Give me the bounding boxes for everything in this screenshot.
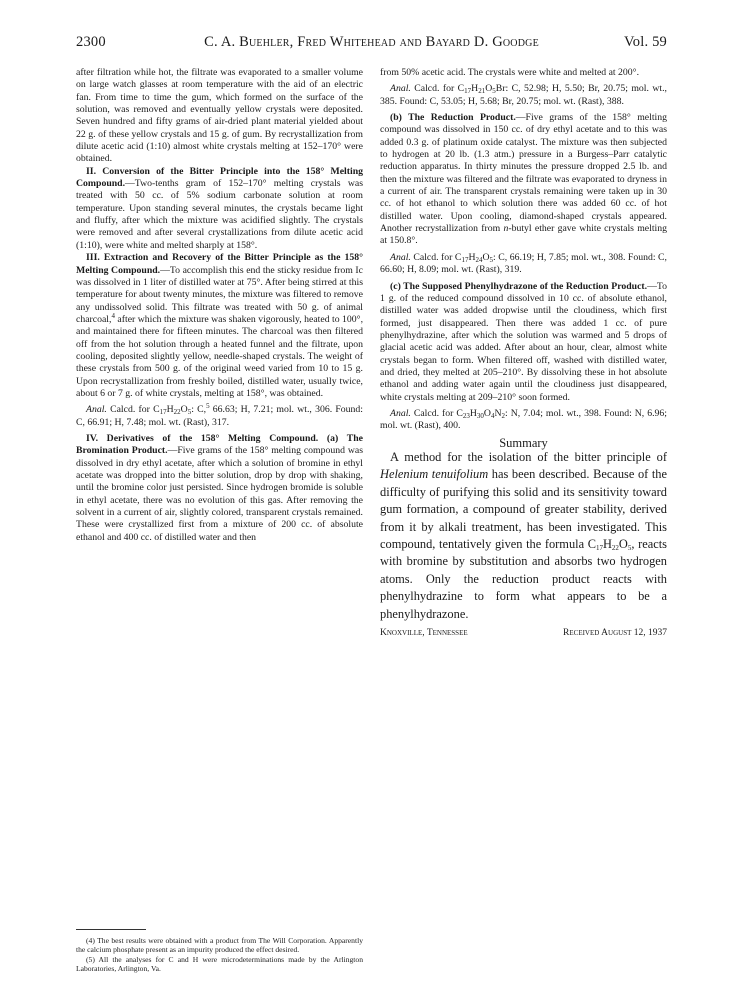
subscript: 24 [475, 255, 483, 264]
anal-text: N [494, 407, 502, 419]
volume-label: Vol. 59 [623, 34, 667, 50]
anal-text: : C, [191, 404, 207, 416]
anal-text: : C, 66.19; H, 7.85; mol. wt., 308. Found: C, 66.60; H, 8.09; mol. wt. (Rast), 319. [380, 251, 667, 276]
section-b [380, 112, 667, 248]
analysis-2 [380, 83, 667, 108]
subscript: 22 [611, 544, 619, 552]
subscript: 22 [173, 408, 181, 417]
anal-label: Anal. [86, 404, 107, 416]
analysis-1 [76, 404, 363, 429]
summary-text: has been described. Because of the difficulty of purifying this solid and its sensitivity toward gum formation, a compound of greater stability, derived from it by alkali treatment, has been investigated. This compound, tentatively given the formula C [380, 467, 667, 551]
subscript: 4 [490, 411, 495, 420]
anal-text: H [468, 251, 476, 263]
anal-label: Anal. [390, 251, 411, 263]
subscript: 2 [501, 411, 505, 420]
received-line [380, 627, 667, 639]
anal-text: O [483, 407, 491, 419]
anal-text: Calcd. for C [410, 83, 465, 95]
section-IV-heading: IV. Derivatives of the 158° Melting Compound. (a) The Bromination Product. [76, 432, 363, 457]
section-III-text-b: after which the mixture was shaken vigorously, heated to 100°, and maintained there for fifteen minutes. The charcoal was then filtered off from the hot solution through a heated funnel and the filtrate, upon cooling, deposited slightly yellow, needle-shaped crystals. The weight of these crystals from 500 g. of the original weed varied from 10 to 15 g. Upon recrystallization from freshly boiled, distilled water, usually twice, about 6 or 7 g. of white crystals, melting at 158°, was obtained. [76, 313, 364, 399]
section-II-heading: II. Conversion of the Bitter Principle into the 158° Melting Compound. [76, 165, 363, 190]
page-header [76, 34, 667, 52]
section-III-text-a: —To accomplish this end the sticky residue from Ic was dissolved in 1 liter of distilled water at 75°. After being stirred at this temperature for about twenty minutes, the mixture was filtered to remove any undissolved solid. This filtrate was treated with 50 g. of animal charcoal, [76, 264, 363, 325]
subscript: 5 [492, 87, 496, 96]
left-column [76, 67, 363, 544]
anal-text: : N, 7.04; mol. wt., 398. Found: N, 6.96; mol. wt. (Rast), 400. [380, 407, 667, 432]
anal-text: H [471, 83, 479, 95]
anal-text: O [180, 404, 188, 416]
summary-paragraph [380, 449, 667, 623]
footnote-rule [76, 929, 146, 930]
anal-text: H [166, 404, 174, 416]
summary-text: H [602, 537, 612, 551]
anal-text: H [469, 407, 477, 419]
subscript: 5 [489, 255, 494, 264]
subscript: 17 [159, 408, 167, 417]
analysis-4 [380, 408, 667, 433]
anal-text: Calcd. for C [106, 404, 160, 416]
n-prefix: n [503, 223, 509, 235]
anal-text: O [485, 83, 493, 95]
section-c [380, 281, 667, 404]
section-c-text: —To 1 g. of the reduced compound dissolved in 10 cc. of absolute ethanol, distilled water was added dropwise until the cloudiness, which first formed, just disappeared. Then there was added 1 cc. of pure phenylhydrazine, after which the solution was warmed and 5 drops of glacial acetic acid was added. After about an hour, clear, almost white crystals began to form. When filtered off, washed with distilled water, and dried, they melted at 205–210°. By dissolving these in hot absolute ethanol and adding water again until the cloudiness just disappeared, white crystals melting at 209–210° soon formed. [380, 280, 667, 403]
paragraph-continued: from 50% acetic acid. The crystals were white and melted at 200°. [380, 67, 640, 78]
location: Knoxville, Tennessee [380, 628, 468, 639]
subscript: 30 [476, 411, 484, 420]
subscript: 17 [464, 87, 472, 96]
right-column [380, 67, 667, 639]
anal-text: 66.63; H, 7.21; mol. wt., 306. Found: C, 66.91; H, 7.48; mol. wt. (Rast), 317. [76, 404, 363, 428]
summary-heading: Summary [499, 435, 548, 450]
anal-text: Calcd. for C [410, 251, 462, 263]
section-II-text: —Two-tenths gram of 152–170° melting crystals was treated with 50 cc. of 5% sodium carbonate solution at room temperature. Upon standing several minutes, the crystals became light and fluffy, after which the mixture was acidified slightly. The crystals were removed and after several crystallizations from dilute acetic acid (1:10), were white and melted sharply at 158°. [76, 178, 363, 251]
footnote-ref-5: 5 [206, 402, 210, 411]
anal-label: Anal. [390, 83, 411, 95]
subscript: 17 [461, 255, 469, 264]
summary-text: O [618, 537, 628, 551]
section-b-text: —Five grams of the 158° melting compound was dissolved in 150 cc. of dry ethyl acetate and to this was added 0.3 g. of platinum oxide catalyst. The mixture was then subjected to hydrogen at 20 lb. (1.3 atm.) pressure in a Burgess–Parr catalytic reduction apparatus. In thirty minutes the pressure dropped 2.5 lb. and then the mixture was filtered and the filtrate was evaporated to dryness in a current of air. The transparent crystals remaining were taken up in 30 cc. of hot ethanol to which solution there was added 60 cc. of hot distilled water. Upon cooling, diamond-shaped crystals appeared. Another recrystallization from [380, 112, 667, 235]
subscript: 17 [595, 544, 603, 552]
paragraph-continued: after filtration while hot, the filtrate was evaporated to a smaller volume on large watch glasses at room temperature with the aid of an electric fan. From time to time the gum, which formed on the surface of the solution, was removed and eventually yellow crystals were deposited. Seven hundred and fifty grams of air-dried plant material yielded about 22 g. of these yellow crystals and 15 g. of gum. By recrystallization from dilute acetic acid (1:10) almost white crystals melting at 152–170° were obtained. [76, 67, 363, 165]
footnote-4: (4) The best results were obtained with a product from The Will Corporation. Apparently the calcium phosphate present as an impurity produced the effect desired. [76, 936, 363, 955]
page-number: 2300 [76, 34, 106, 50]
subscript: 21 [478, 87, 486, 96]
footnote-5: (5) All the analyses for C and H were microdeterminations made by the Arlington Laboratories, Arlington, Va. [76, 954, 363, 974]
section-b-heading: (b) The Reduction Product. [390, 112, 516, 124]
species-name: Helenium tenuifolium [380, 467, 489, 482]
anal-text: Calcd. for C [410, 407, 463, 419]
subscript: 5 [627, 544, 632, 552]
anal-label: Anal. [390, 407, 411, 419]
summary-text: A method for the isolation of the bitter principle of [390, 449, 667, 464]
analysis-3 [380, 252, 667, 277]
section-c-heading: (c) The Supposed Phenylhydrazone of the Reduction Product. [390, 280, 648, 292]
section-IV-text: —Five grams of the 158° melting compound was dissolved in dry ethyl acetate, after which a solution of bromine in ethyl acetate was dropped into the bitter solution, drop by drop with shaking, until the bromine color just persisted. Since hydrogen bromide is soluble in ethyl acetate, there was no evolution of this gas. After removing the solvent in a current of air, slightly colored, transparent crystals remained. These were crystallized first from a mixture of 200 cc. of absolute ethanol and 400 cc. of distilled water and then [76, 445, 363, 543]
section-II [76, 166, 363, 252]
subscript: 23 [462, 411, 470, 420]
section-b-text-2: -butyl ether gave white crystals melting at 150.8°. [380, 223, 667, 247]
section-IV [76, 433, 363, 544]
section-III [76, 252, 363, 400]
section-III-heading: III. Extraction and Recovery of the Bitter Principle as the 158° Melting Compound. [76, 252, 363, 276]
received-date: Received August 12, 1937 [563, 628, 667, 639]
subscript: 5 [187, 408, 192, 417]
anal-text: O [482, 251, 490, 263]
footnote-ref-4: 4 [111, 311, 115, 320]
running-head-authors: C. A. Buehler, Fred Whitehead and Bayard D. Goodge [204, 34, 539, 50]
footnotes [76, 929, 363, 974]
summary-text: , reacts with bromine by substitution and absorbs two hydrogen atoms. Only the reduction product reacts with phenylhydrazine to form what appears to be a phenylhydrazone. [380, 537, 667, 621]
anal-text: Br: C, 52.98; H, 5.50; Br, 20.75; mol. wt., 385. Found: C, 53.05; H, 5.68; Br, 20.75; mol. wt. (Rast), 388. [380, 83, 667, 107]
